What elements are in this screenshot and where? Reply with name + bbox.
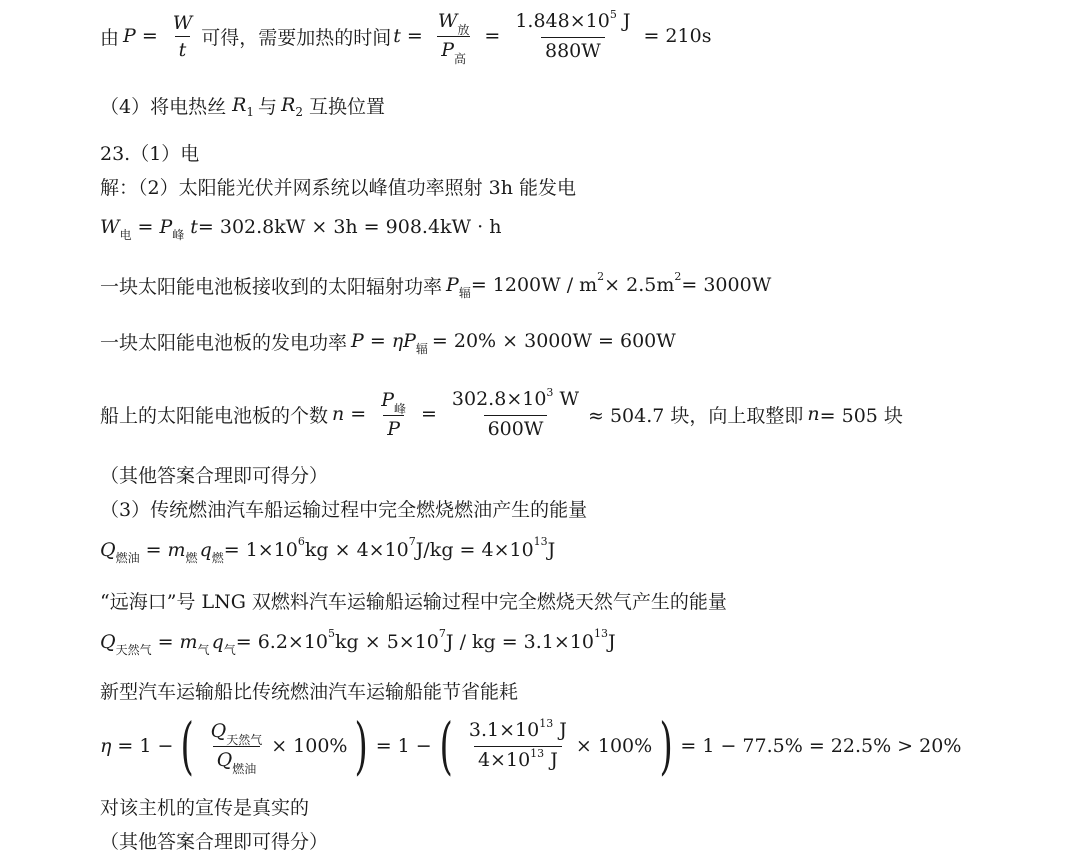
sub-fang: 放 <box>457 22 470 37</box>
result-3000W: = 3000W <box>681 274 772 296</box>
exponent: 5 <box>328 626 336 640</box>
value-mass: = 6.2×10 <box>235 631 329 653</box>
value-heat: kg × 5×10 <box>335 631 439 653</box>
var-P: P <box>441 38 454 61</box>
var-n: n <box>332 403 345 425</box>
right-paren: ) <box>659 709 673 782</box>
equals: = <box>406 25 423 47</box>
one-minus: = 1 − <box>117 735 174 757</box>
fraction-Q-ratio <box>207 719 267 774</box>
unit-J: J <box>608 631 616 653</box>
frac-den-600W: 600W <box>484 415 548 441</box>
frac-num <box>207 719 267 746</box>
frac-num <box>448 387 583 415</box>
equals: = <box>141 25 158 47</box>
solution-2-intro <box>100 172 576 200</box>
note-text: （其他答案合理即可得分） <box>100 464 329 487</box>
electric-energy-formula <box>100 210 501 244</box>
power-formula-line <box>100 8 711 64</box>
var-m: m <box>179 631 198 653</box>
var-t: t <box>393 25 401 47</box>
value-heat: kg × 4×10 <box>304 539 409 561</box>
left-paren: ( <box>180 709 195 782</box>
var-R1: R <box>232 94 247 116</box>
var-W: W <box>100 216 120 238</box>
exponent: 13 <box>594 626 608 640</box>
num-value: 1.848×10 <box>515 10 610 32</box>
sub-2: 2 <box>295 105 304 119</box>
sub-ran: 燃 <box>185 550 198 565</box>
frac-num-W: W <box>172 11 193 34</box>
sub-1: 1 <box>246 105 255 119</box>
var-q: q <box>199 539 212 561</box>
lng-intro <box>100 586 727 614</box>
den-value: 4×10 <box>477 748 531 771</box>
conclusion-line <box>100 792 309 820</box>
frac-num <box>465 718 571 746</box>
fraction-Wfang-over-Pgao <box>434 9 474 64</box>
efficiency-formula <box>100 709 962 782</box>
frac-num <box>377 388 410 415</box>
result-505: = 505 块 <box>819 404 903 427</box>
note-line <box>100 460 328 488</box>
note-text: （其他答案合理即可得分） <box>100 830 329 853</box>
text-swap-pre: （4）将电热丝 <box>100 95 227 118</box>
frac-den <box>213 746 261 774</box>
exponent: 13 <box>539 716 554 730</box>
frac-den <box>437 36 470 64</box>
equals: = <box>421 403 437 425</box>
frac-den <box>474 746 562 775</box>
exponent: 7 <box>438 626 446 640</box>
one-minus: = 1 − <box>375 735 432 757</box>
intro-text: （3）传统燃油汽车船运输过程中完全燃烧燃油产生的能量 <box>100 498 588 521</box>
num-value: 302.8×10 <box>451 388 547 410</box>
frac-den-t: t <box>175 36 191 62</box>
sub-tianranqi: 天然气 <box>115 642 152 657</box>
unit-J: J <box>553 718 567 741</box>
sub-ran: 燃 <box>211 550 224 565</box>
intro-text: “远海口”号 LNG 双燃料汽车运输船运输过程中完全燃烧天然气产生的能量 <box>100 590 727 613</box>
part-3-intro <box>100 494 587 522</box>
text-panel-count: 船上的太阳能电池板的个数 <box>100 404 329 427</box>
fuel-energy-formula <box>100 532 555 568</box>
exponent: 2 <box>597 269 605 283</box>
var-Q: Q <box>100 539 116 561</box>
num-value: 3.1×10 <box>468 718 540 741</box>
sub-fu: 辐 <box>458 285 471 300</box>
equals: = <box>137 216 154 238</box>
text-generation: 一块太阳能电池板的发电功率 <box>100 331 348 354</box>
sub-qi: 气 <box>223 642 236 657</box>
exponent: 13 <box>530 746 545 760</box>
text-you: 由 <box>100 26 120 49</box>
var-eta: η <box>100 735 112 757</box>
sub-feng: 峰 <box>393 401 406 416</box>
equals: = <box>369 330 386 352</box>
exponent: 7 <box>408 534 416 548</box>
sub-qi: 气 <box>197 642 210 657</box>
equals: = <box>350 403 367 425</box>
times-100: × 100% <box>271 735 348 757</box>
text-and: 与 <box>258 95 278 118</box>
exponent: 6 <box>297 534 305 548</box>
result-energy: J/kg = 4×10 <box>415 539 534 561</box>
sub-fu: 辐 <box>415 341 428 356</box>
sub-ranyou: 燃油 <box>232 761 257 776</box>
equals: = <box>484 25 501 47</box>
heading-text: 23.（1）电 <box>100 142 200 165</box>
value-mass: = 1×10 <box>223 539 298 561</box>
intro-text: 解：（2）太阳能光伏并网系统以峰值功率照射 3h 能发电 <box>100 176 576 199</box>
generation-power-line <box>100 324 676 358</box>
approx-text: ≈ 504.7 块，向上取整即 <box>588 404 804 427</box>
gas-energy-formula <box>100 624 616 660</box>
value-area: × 2.5m <box>604 274 675 296</box>
var-P: P <box>381 388 394 411</box>
exponent: 2 <box>674 269 682 283</box>
fraction-Pfeng-over-P <box>377 388 410 441</box>
var-P: P <box>351 330 364 352</box>
sub-ranyou: 燃油 <box>115 550 140 565</box>
result-energy: J / kg = 3.1×10 <box>445 631 594 653</box>
unit-J: J <box>616 10 631 32</box>
saving-intro <box>100 676 518 704</box>
times-100: × 100% <box>575 735 653 757</box>
var-Q: Q <box>216 748 233 771</box>
unit-J: J <box>544 748 558 771</box>
var-q: q <box>211 631 224 653</box>
var-n: n <box>807 403 820 425</box>
fraction-values <box>448 387 583 441</box>
intro-text: 新型汽车运输船比传统燃油汽车运输船能节省能耗 <box>100 680 519 703</box>
left-paren: ( <box>439 709 453 782</box>
var-m: m <box>167 539 186 561</box>
note-line-2 <box>100 826 328 854</box>
var-eta-P: ηP <box>391 330 416 352</box>
radiation-power-line <box>100 268 771 302</box>
frac-den-P: P <box>383 415 404 441</box>
result-600W: = 20% × 3000W = 600W <box>431 330 676 352</box>
efficiency-result: = 1 − 77.5% = 22.5% > 20% <box>680 735 962 757</box>
frac-num <box>511 9 634 37</box>
text-radiation: 一块太阳能电池板接收到的太阳辐射功率 <box>100 275 443 298</box>
sub-gao: 高 <box>454 51 467 66</box>
var-P: P <box>123 25 136 47</box>
equals: = <box>145 539 162 561</box>
var-R2: R <box>281 94 296 116</box>
var-W: W <box>437 9 458 32</box>
exponent: 13 <box>533 534 548 548</box>
text-heating-time: 可得，需要加热的时间 <box>201 26 392 49</box>
frac-num <box>434 9 474 36</box>
fraction-W-over-t <box>169 11 197 62</box>
sub-feng: 峰 <box>172 227 185 242</box>
var-P: P <box>446 274 459 296</box>
value-1200: = 1200W / m <box>470 274 598 296</box>
var-Q: Q <box>100 631 116 653</box>
exponent: 5 <box>609 8 617 21</box>
sub-dian: 电 <box>119 227 132 242</box>
conclusion-text: 对该主机的宣传是真实的 <box>100 796 310 819</box>
unit-J: J <box>547 539 556 561</box>
question-23-heading <box>100 138 199 166</box>
panel-count-line <box>100 384 903 444</box>
var-P: P <box>159 216 173 238</box>
right-paren: ) <box>354 709 369 782</box>
fraction-energy-ratio <box>465 718 571 775</box>
exponent: 3 <box>546 386 554 399</box>
var-Q: Q <box>210 719 227 742</box>
equals: = <box>157 631 174 653</box>
unit-W: W <box>553 388 579 410</box>
fraction-energy-over-power <box>511 9 634 63</box>
sub-tianranqi: 天然气 <box>226 732 263 747</box>
text-swap-post: 互换位置 <box>309 95 386 118</box>
frac-den-880W: 880W <box>541 37 605 63</box>
result-210s: = 210s <box>643 25 712 47</box>
var-t: t <box>190 216 198 238</box>
swap-resistors-line <box>100 90 385 120</box>
energy-result: = 302.8kW × 3h = 908.4kW · h <box>197 216 502 238</box>
